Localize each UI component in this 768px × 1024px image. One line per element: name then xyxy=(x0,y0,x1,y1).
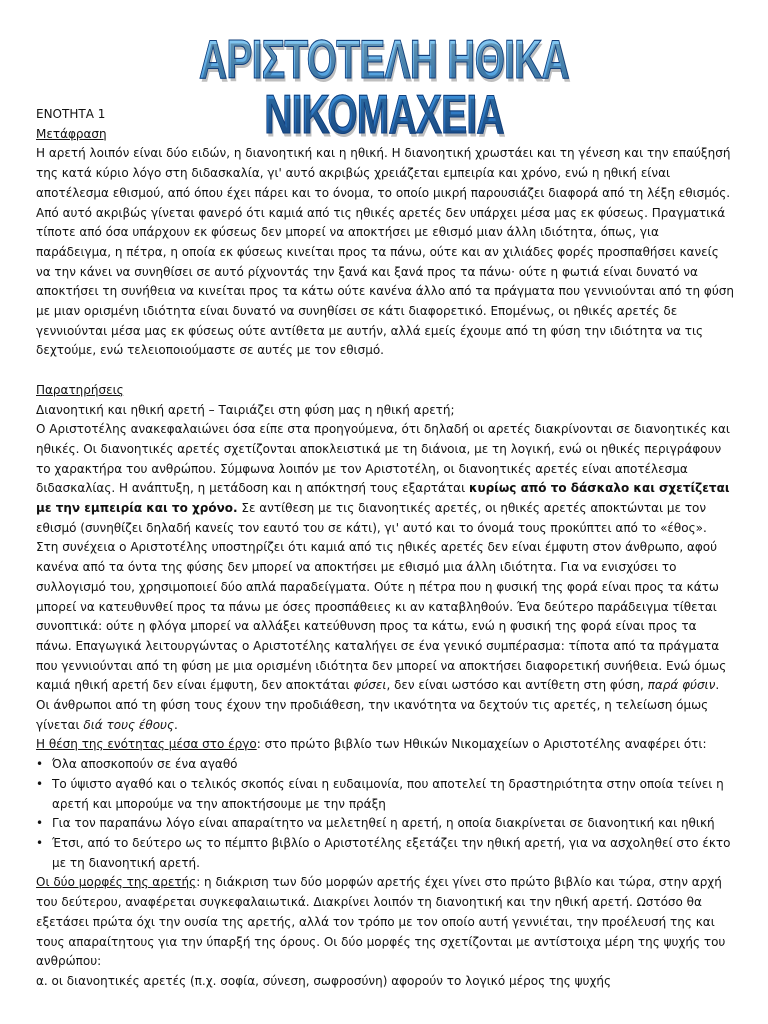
forms-text: : η διάκριση των δύο μορφών αρετής έχει γίνει στο πρώτο βιβλίο και τώρα, στην αρχή του δεύτερου, αναφέρεται συγκεφαλαιωτικά. Διακρίνει λοιπόν τη διανοητική και την ηθική αρετή. Ωστόσο θα εξετάσει πρώτα όχι την ουσία της αρετής, αλλά τον τρόπο με τον οποίο αυτή γεννιέται, την προέλευσή της και τους απαραίτητους για την ύπαρξή της όρους. Οι δύο μορφές της σχετίζονται με αντίστοιχα μέρη της ψυχής του ανθρώπου: xyxy=(36,875,726,969)
notes-p2-text-d: . xyxy=(174,717,178,732)
notes-paragraph-1 xyxy=(36,420,736,538)
forms-paragraph xyxy=(36,873,736,972)
notes-p2-italic-3: διά τους έθους xyxy=(83,717,175,732)
list-item: • Έτσι, από το δεύτερο ως το πέμπτο βιβλίο ο Αριστοτέλης εξετάζει την ηθική αρετή, για να ασχοληθεί στο έκτο με τη διανοητική αρετή. xyxy=(36,834,736,873)
unit-heading: ΕΝΟΤΗΤΑ 1 xyxy=(36,107,106,121)
notes-question: Διανοητική και ηθική αρετή – Ταιριάζει στη φύση μας η ηθική αρετή; xyxy=(36,402,455,417)
notes-heading: Παρατηρήσεις xyxy=(36,382,124,397)
notes-p2-text-b: , δεν είναι ωστόσο και αντίθετη στη φύση, xyxy=(386,678,648,693)
list-item: • Για τον παραπάνω λόγο είναι απαραίτητο να μελετηθεί η αρετή, η οποία διακρίνεται σε διανοητική και ηθική xyxy=(36,814,736,834)
position-label: Η θέση της ενότητας μέσα στο έργο xyxy=(36,737,257,752)
notes-p1-text-b: Σε αντίθεση με τις διανοητικές αρετές, οι ηθικές αρετές αποκτώνται με τον εθισμό (συνηθίζει δηλαδή κανείς τον εαυτό του σε κάτι), γι' αυτό και το όνομά τους προκύπτει από το «έθος». xyxy=(36,501,707,535)
notes-p1-text-a: Ο Αριστοτέλης ανακεφαλαιώνει όσα είπε στα προηγούμενα, ότι δηλαδή οι αρετές διακρίνονται σε διανοητικές και ηθικές. Οι διανοητικές αρετές σχετίζονται αποκλειστικά με τη διάνοια, με τη λογική, ενώ οι ηθικές περιγράφουν το χαρακτήρα του ανθρώπου. Σύμφωνα λοιπόν με τον Αριστοτέλη, οι διανοητικές αρετές είναι αποτέλεσμα διδασκαλίας. Η ανάπτυξη, η μετάδοση και η απόκτησή τους εξαρτάται xyxy=(36,422,730,496)
forms-item-a: α. οι διανοητικές αρετές (π.χ. σοφία, σύνεση, σωφροσύνη) αφορούν το λογικό μέρος της ψυχής xyxy=(36,973,612,988)
document-body xyxy=(36,105,736,992)
notes-p2-text-c: . Οι άνθρωποι από τη φύση τους έχουν την προδιάθεση, την ικανότητα να δεχτούν τις αρετές, η τελείωση όμως γίνεται xyxy=(36,678,720,732)
translation-paragraph: Η αρετή λοιπόν είναι δύο ειδών, η διανοητική και η ηθική. Η διανοητική χρωστάει και τη γένεση και την επαύξησή της κατά κύριο λόγο στη διδασκαλία, γι' αυτό ακριβώς χρειάζεται εμπειρία και χρόνο, ενώ η ηθική είναι αποτέλεσμα εθισμού, από όπου έχει πάρει και το όνομα, το οποίο μικρή παρουσιάζει διαφορά από τη λέξη εθισμός. Από αυτό ακριβώς γίνεται φανερό ότι καμιά από τις ηθικές αρετές δεν υπάρχει μέσα μας εκ φύσεως. Πραγματικά τίποτε από όσα υπάρχουν εκ φύσεως δεν μπορεί να αποκτήσει με εθισμό μιαν άλλη ιδιότητα, όπως, για παράδειγμα, η πέτρα, η οποία εκ φύσεως κινείται προς τα πάνω, ούτε και αν χιλιάδες φορές προσπαθήσει κανείς να την κάνει να συνηθίσει σε αυτό ρίχνοντάς την ξανά και ξανά προς τα πάνω· ούτε η φωτιά είναι δυνατό να αποκτήσει τη συνήθεια να κινείται προς τα κάτω ούτε κανένα άλλο από τα πράγματα που γεννιούνται από τη φύση με μιαν ορισμένη ιδιότητα είναι δυνατό να συνηθίσει σε κάτι διαφορετικό. Επομένως, οι ηθικές αρετές δε γεννιούνται μέσα μας εκ φύσεως ούτε αντίθετα με αυτήν, αλλά εμείς έχουμε από τη φύση την ιδιότητα να τις δεχτούμε, ενώ τελειοποιούμαστε σε αυτές με τον εθισμό. xyxy=(36,146,734,358)
notes-p2-italic-1: φύσει xyxy=(353,678,387,693)
forms-label: Οι δύο μορφές της αρετής xyxy=(36,875,197,890)
list-item: • Όλα αποσκοπούν σε ένα αγαθό xyxy=(36,755,736,775)
notes-p2-italic-2: παρά φύσιν xyxy=(647,678,716,693)
position-text: : στο πρώτο βιβλίο των Ηθικών Νικομαχείων ο Αριστοτέλης αναφέρει ότι: xyxy=(256,737,707,752)
bullet-list xyxy=(36,755,736,873)
section-gap xyxy=(36,361,736,381)
list-item: • Το ύψιστο αγαθό και ο τελικός σκοπός είναι η ευδαιμονία, που αποτελεί τη δραστηριότητα στην οποία τείνει η αρετή και μπορούμε να την αποκτήσουμε με την πράξη xyxy=(36,775,736,814)
notes-p2-text-a: Στη συνέχεια ο Αριστοτέλης υποστηρίζει ότι καμιά από τις ηθικές αρετές δεν είναι έμφυτη στον άνθρωπο, αφού κανένα από τα όντα της φύσης δεν μπορεί να αποκτήσει με εθισμό μια άλλη ιδιότητα. Για να ενισχύσει το συλλογισμό του, χρησιμοποιεί δύο απλά παραδείγματα. Ούτε η πέτρα που η φυσική της φορά είναι προς τα κάτω μπορεί να κατευθυνθεί προς τα πάνω με όσες προσπάθειες κι αν καταβληθούν. Ένα δεύτερο παράδειγμα τίθεται συνοπτικά: ούτε η φλόγα μπορεί να αλλάξει κατεύθυνση προς τα κάτω, ενώ η φυσική της φορά είναι προς τα πάνω. Επαγωγικά λειτουργώντας ο Αριστοτέλης καταλήγει σε ένα γενικό συμπέρασμα: τίποτα από τα πράγματα που γεννιούνται από τη φύση με μια ορισμένη ιδιότητα δεν μπορεί να αποκτήσει διαφορετική συνήθεια. Ενώ όμως καμιά ηθική αρετή δεν είναι έμφυτη, δεν αποκτάται xyxy=(36,540,727,693)
translation-heading: Μετάφραση xyxy=(36,126,107,141)
notes-p1-bold: κυρίως από το δάσκαλο και σχετίζεται με την εμπειρία και το χρόνο. xyxy=(36,481,730,516)
position-paragraph xyxy=(36,735,736,755)
notes-paragraph-2 xyxy=(36,538,736,735)
document-title: ΑΡΙΣΤΟΤΕΛΗ ΗΘΙΚΑ ΝΙΚΟΜΑΧΕΙΑ xyxy=(84,32,683,142)
